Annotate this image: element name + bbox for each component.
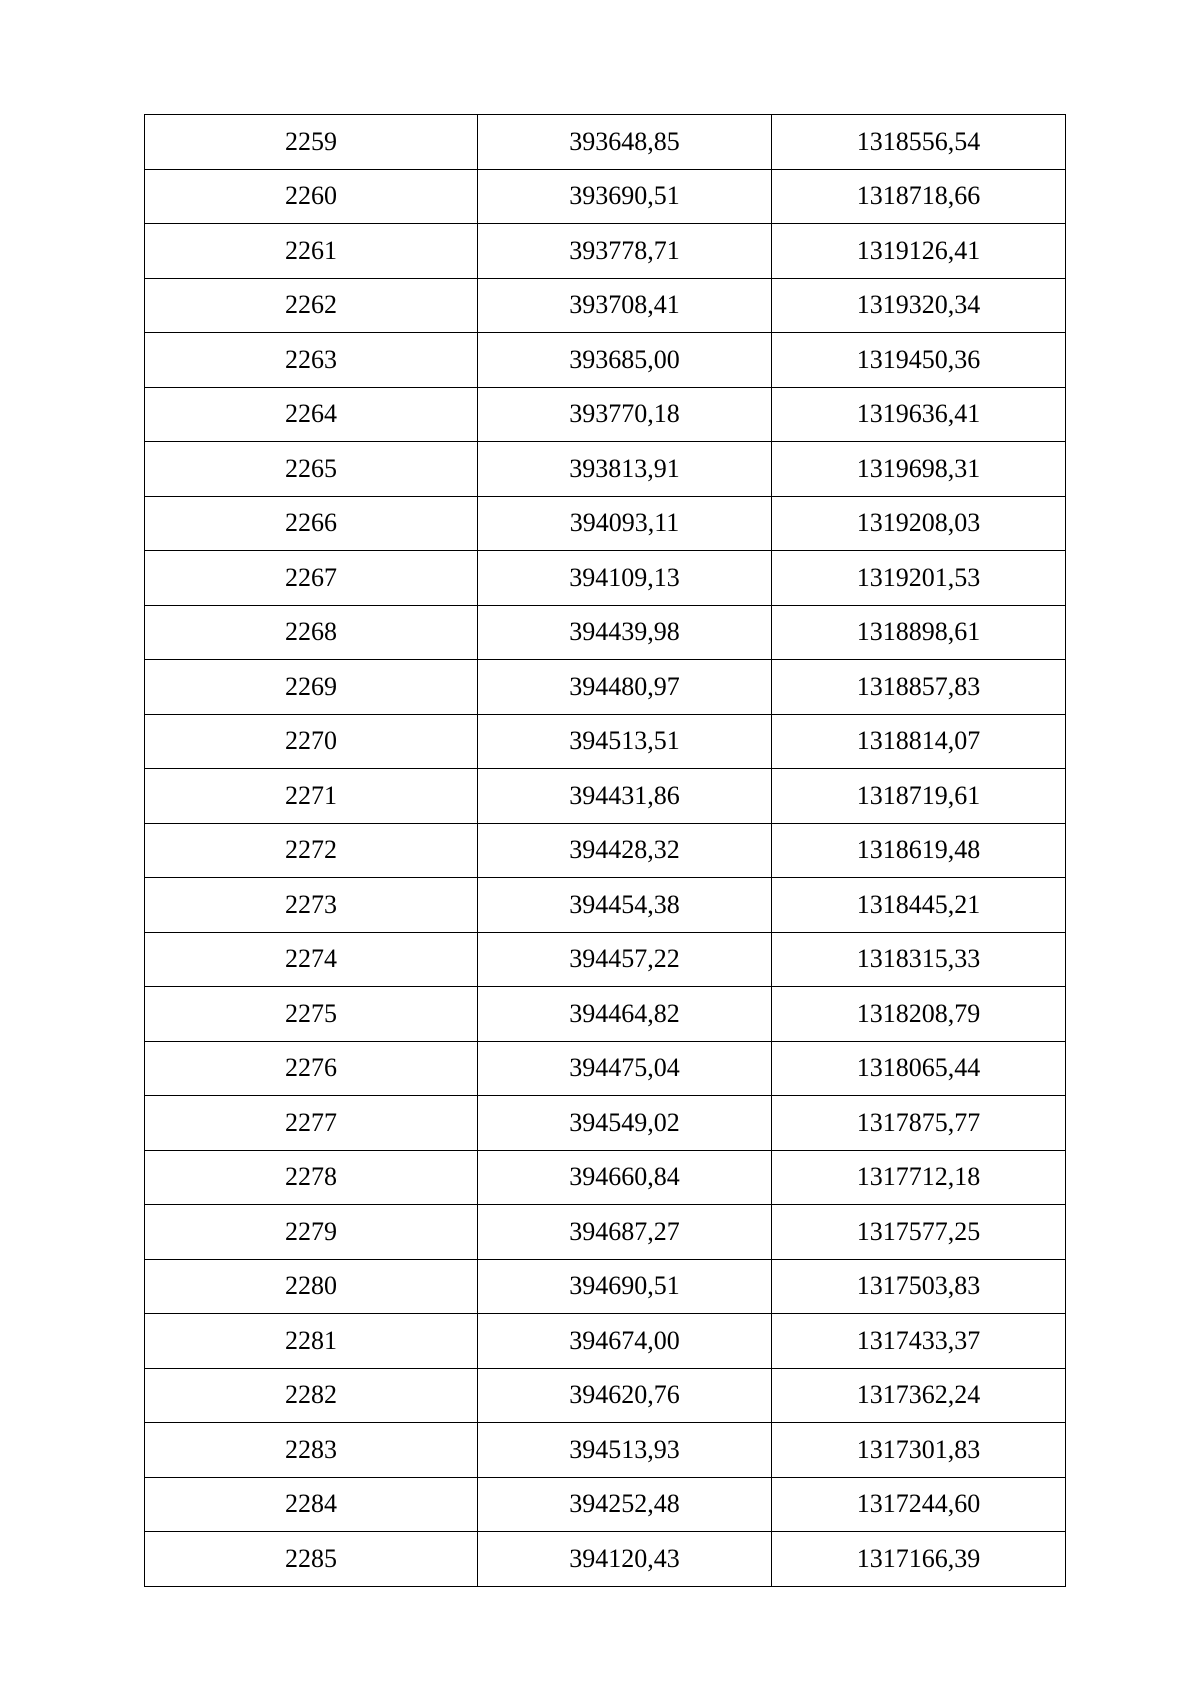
point-number-cell: 2277 <box>145 1096 478 1151</box>
point-number-cell: 2259 <box>145 115 478 170</box>
table-row <box>145 1096 1066 1151</box>
y-coordinate-cell: 1317712,18 <box>772 1150 1066 1205</box>
y-coordinate-cell: 1319636,41 <box>772 387 1066 442</box>
point-number-cell: 2285 <box>145 1532 478 1587</box>
point-number-cell: 2267 <box>145 551 478 606</box>
x-coordinate-cell: 394120,43 <box>478 1532 772 1587</box>
point-number-cell: 2272 <box>145 823 478 878</box>
x-coordinate-cell: 394660,84 <box>478 1150 772 1205</box>
x-coordinate-cell: 394620,76 <box>478 1368 772 1423</box>
y-coordinate-cell: 1317433,37 <box>772 1314 1066 1369</box>
point-number-cell: 2283 <box>145 1423 478 1478</box>
table-row <box>145 1314 1066 1369</box>
y-coordinate-cell: 1318208,79 <box>772 987 1066 1042</box>
point-number-cell: 2263 <box>145 333 478 388</box>
table-row <box>145 496 1066 551</box>
table-row <box>145 551 1066 606</box>
y-coordinate-cell: 1317577,25 <box>772 1205 1066 1260</box>
y-coordinate-cell: 1318718,66 <box>772 169 1066 224</box>
x-coordinate-cell: 394439,98 <box>478 605 772 660</box>
y-coordinate-cell: 1319126,41 <box>772 224 1066 279</box>
y-coordinate-cell: 1318315,33 <box>772 932 1066 987</box>
table-row <box>145 823 1066 878</box>
x-coordinate-cell: 393690,51 <box>478 169 772 224</box>
point-number-cell: 2273 <box>145 878 478 933</box>
x-coordinate-cell: 394475,04 <box>478 1041 772 1096</box>
y-coordinate-cell: 1318619,48 <box>772 823 1066 878</box>
table-row <box>145 932 1066 987</box>
table-row <box>145 442 1066 497</box>
point-number-cell: 2262 <box>145 278 478 333</box>
coordinates-table <box>144 114 1066 1587</box>
point-number-cell: 2281 <box>145 1314 478 1369</box>
table-row <box>145 769 1066 824</box>
table-row <box>145 714 1066 769</box>
y-coordinate-cell: 1319201,53 <box>772 551 1066 606</box>
point-number-cell: 2276 <box>145 1041 478 1096</box>
y-coordinate-cell: 1317362,24 <box>772 1368 1066 1423</box>
y-coordinate-cell: 1319208,03 <box>772 496 1066 551</box>
table-row <box>145 1477 1066 1532</box>
table-row <box>145 278 1066 333</box>
y-coordinate-cell: 1317244,60 <box>772 1477 1066 1532</box>
point-number-cell: 2264 <box>145 387 478 442</box>
point-number-cell: 2280 <box>145 1259 478 1314</box>
x-coordinate-cell: 394674,00 <box>478 1314 772 1369</box>
x-coordinate-cell: 394690,51 <box>478 1259 772 1314</box>
y-coordinate-cell: 1318857,83 <box>772 660 1066 715</box>
table-row <box>145 333 1066 388</box>
x-coordinate-cell: 394549,02 <box>478 1096 772 1151</box>
x-coordinate-cell: 394513,51 <box>478 714 772 769</box>
table-row <box>145 1368 1066 1423</box>
table-row <box>145 660 1066 715</box>
x-coordinate-cell: 393770,18 <box>478 387 772 442</box>
x-coordinate-cell: 394431,86 <box>478 769 772 824</box>
x-coordinate-cell: 393813,91 <box>478 442 772 497</box>
point-number-cell: 2268 <box>145 605 478 660</box>
x-coordinate-cell: 393708,41 <box>478 278 772 333</box>
point-number-cell: 2261 <box>145 224 478 279</box>
x-coordinate-cell: 394454,38 <box>478 878 772 933</box>
y-coordinate-cell: 1318898,61 <box>772 605 1066 660</box>
y-coordinate-cell: 1318556,54 <box>772 115 1066 170</box>
point-number-cell: 2260 <box>145 169 478 224</box>
y-coordinate-cell: 1319698,31 <box>772 442 1066 497</box>
point-number-cell: 2279 <box>145 1205 478 1260</box>
x-coordinate-cell: 394109,13 <box>478 551 772 606</box>
x-coordinate-cell: 394687,27 <box>478 1205 772 1260</box>
table-row <box>145 1150 1066 1205</box>
point-number-cell: 2266 <box>145 496 478 551</box>
table-row <box>145 1423 1066 1478</box>
table-row <box>145 987 1066 1042</box>
table-row <box>145 1532 1066 1587</box>
point-number-cell: 2271 <box>145 769 478 824</box>
point-number-cell: 2274 <box>145 932 478 987</box>
y-coordinate-cell: 1318814,07 <box>772 714 1066 769</box>
x-coordinate-cell: 394093,11 <box>478 496 772 551</box>
y-coordinate-cell: 1319450,36 <box>772 333 1066 388</box>
table-row <box>145 387 1066 442</box>
table-row <box>145 169 1066 224</box>
x-coordinate-cell: 394513,93 <box>478 1423 772 1478</box>
coordinates-table-body <box>145 115 1066 1587</box>
y-coordinate-cell: 1317166,39 <box>772 1532 1066 1587</box>
table-row <box>145 878 1066 933</box>
table-row <box>145 605 1066 660</box>
x-coordinate-cell: 393778,71 <box>478 224 772 279</box>
table-row <box>145 1259 1066 1314</box>
y-coordinate-cell: 1319320,34 <box>772 278 1066 333</box>
table-row <box>145 1205 1066 1260</box>
y-coordinate-cell: 1317875,77 <box>772 1096 1066 1151</box>
table-row <box>145 1041 1066 1096</box>
x-coordinate-cell: 394428,32 <box>478 823 772 878</box>
y-coordinate-cell: 1318065,44 <box>772 1041 1066 1096</box>
table-row <box>145 224 1066 279</box>
y-coordinate-cell: 1317503,83 <box>772 1259 1066 1314</box>
point-number-cell: 2282 <box>145 1368 478 1423</box>
point-number-cell: 2284 <box>145 1477 478 1532</box>
point-number-cell: 2278 <box>145 1150 478 1205</box>
x-coordinate-cell: 394252,48 <box>478 1477 772 1532</box>
y-coordinate-cell: 1318719,61 <box>772 769 1066 824</box>
point-number-cell: 2269 <box>145 660 478 715</box>
table-row <box>145 115 1066 170</box>
x-coordinate-cell: 394464,82 <box>478 987 772 1042</box>
x-coordinate-cell: 394457,22 <box>478 932 772 987</box>
point-number-cell: 2275 <box>145 987 478 1042</box>
point-number-cell: 2265 <box>145 442 478 497</box>
y-coordinate-cell: 1317301,83 <box>772 1423 1066 1478</box>
y-coordinate-cell: 1318445,21 <box>772 878 1066 933</box>
x-coordinate-cell: 393648,85 <box>478 115 772 170</box>
x-coordinate-cell: 393685,00 <box>478 333 772 388</box>
x-coordinate-cell: 394480,97 <box>478 660 772 715</box>
point-number-cell: 2270 <box>145 714 478 769</box>
